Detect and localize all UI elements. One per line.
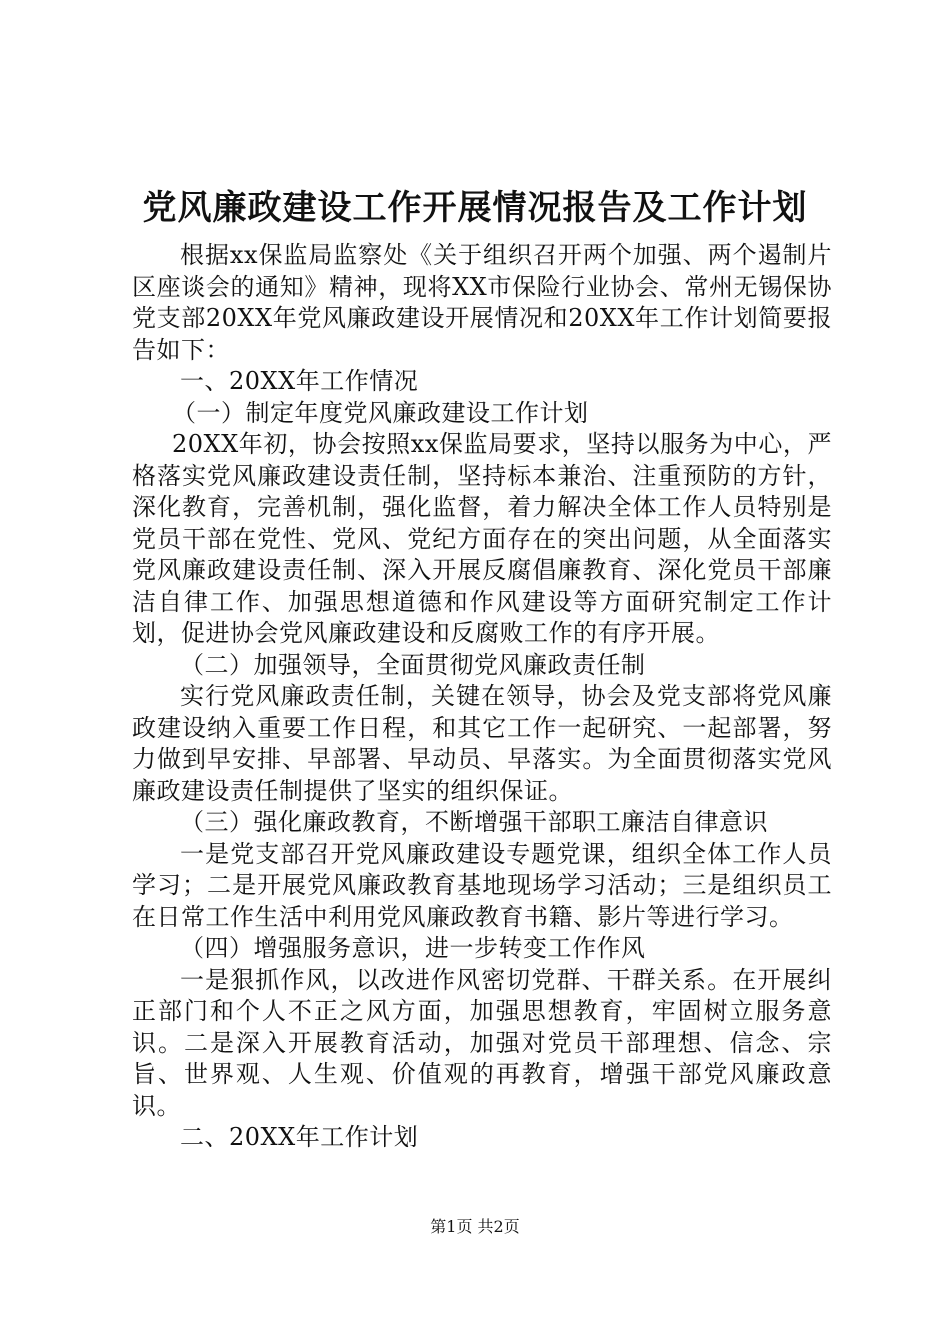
- subsection-heading-3: （三）强化廉政教育，不断增强干部职工廉洁自律意识: [180, 808, 768, 836]
- page-number-footer: 第1页 共2页: [430, 1217, 520, 1236]
- document-body: [132, 240, 832, 1154]
- body-paragraph: 实行党风廉政责任制，关键在领导，协会及党支部将党风廉政建设纳入重要工作日程，和其它工作一起研究、一起部署，努力做到早安排、早部署、早动员、早落实。为全面贯彻落实党风廉政建设责任制提供了坚实的组织保证。: [132, 682, 832, 805]
- document-title: 党风廉政建设工作开展情况报告及工作计划: [142, 188, 808, 228]
- body-paragraph: 一是党支部召开党风廉政建设专题党课，组织全体工作人员学习；二是开展党风廉政教育基地现场学习活动；三是组织员工在日常工作生活中利用党风廉政教育书籍、影片等进行学习。: [132, 839, 832, 931]
- body-paragraph: 一是狠抓作风，以改进作风密切党群、干群关系。在开展纠正部门和个人不正之风方面，加强思想教育，牢固树立服务意识。二是深入开展教育活动，加强对党员干部理想、信念、宗旨、世界观、人生观、价值观的再教育，增强干部党风廉政意识。: [132, 965, 832, 1120]
- section-heading-1: 一、20XX年工作情况: [180, 367, 419, 395]
- body-paragraph: 20XX年初，协会按照xx保监局要求，坚持以服务为中心，严格落实党风廉政建设责任制，坚持标本兼治、注重预防的方针，深化教育，完善机制，强化监督，着力解决全体工作人员特别是党员干部在党性、党风、党纪方面存在的突出问题，从全面落实党风廉政建设责任制、深入开展反腐倡廉教育、深化党员干部廉洁自律工作、加强思想道德和作风建设等方面研究制定工作计划，促进协会党风廉政建设和反腐败工作的有序开展。: [132, 430, 832, 647]
- subsection-heading-2: （二）加强领导，全面贯彻党风廉政责任制: [180, 650, 646, 679]
- section-heading-2: 二、20XX年工作计划: [180, 1123, 419, 1151]
- subsection-heading-4: （四）增强服务意识，进一步转变工作作风: [180, 934, 646, 962]
- intro-paragraph: 根据xx保监局监察处《关于组织召开两个加强、两个遏制片区座谈会的通知》精神，现将XX市保险行业协会、常州无锡保协党支部20XX年党风廉政建设开展情况和20XX年工作计划简要报告如下：: [132, 241, 832, 364]
- subsection-heading-1: （一）制定年度党风廉政建设工作计划: [172, 398, 589, 427]
